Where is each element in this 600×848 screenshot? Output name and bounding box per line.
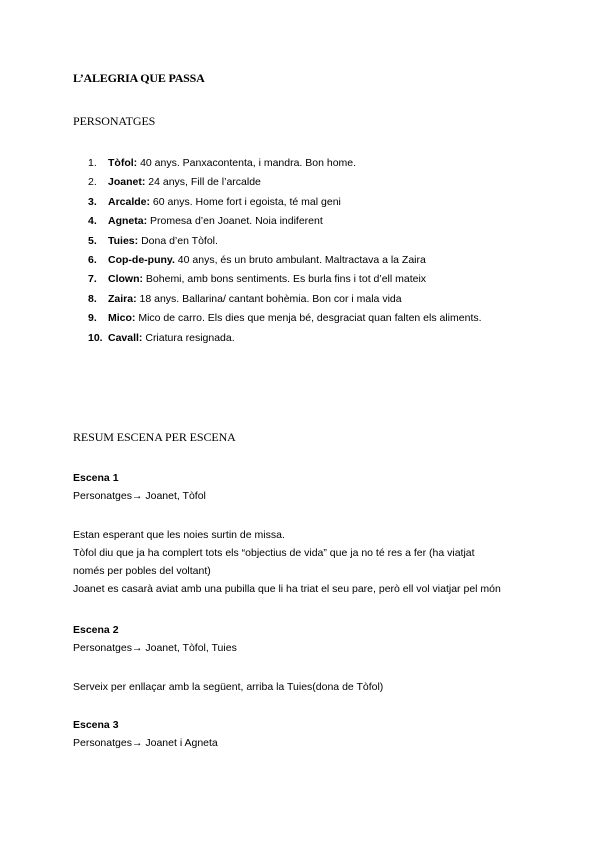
character-name: Agneta: [108,215,148,228]
list-item [88,154,482,173]
character-description: Mico de carro. Els dies que menja bé, desgraciat quan falten els aliments. [135,312,482,325]
list-number: 7. [88,273,97,286]
character-name: Cavall: [108,331,143,344]
document-title: L’ALEGRIA QUE PASSA [73,71,205,85]
list-item [88,193,482,212]
character-name: Mico: [108,312,136,325]
scene-2-body [73,678,543,696]
list-number: 1. [88,157,97,169]
list-number: 5. [88,234,97,247]
character-description: 60 anys. Home fort i egoista, té mal geni [150,195,341,208]
list-number: 3. [88,195,97,208]
list-item [88,232,482,251]
character-description: Criatura resignada. [142,331,235,344]
paragraph-line: Estan esperant que les noies surtin de missa. [73,529,285,541]
scene-2 [73,621,237,657]
character-description: Bohemi, amb bons sentiments. Es burla fins i tot d’ell mateix [143,273,427,286]
character-description: 40 anys. Panxacontenta, i mandra. Bon home. [137,157,357,169]
character-name: Cop-de-puny. [108,254,175,267]
character-name: Arcalde: [108,195,151,208]
list-number: 9. [88,312,97,325]
list-item [88,173,482,192]
paragraph-line: només per pobles del voltant) [73,565,211,577]
list-number: 4. [88,215,97,228]
scene-characters: Personatges→ Joanet, Tòfol, Tuies [73,642,237,654]
character-name: Tuies: [108,234,139,247]
list-item [88,290,482,309]
list-item [88,309,482,328]
list-number: 6. [88,254,97,267]
scene-1-body [73,526,543,598]
paragraph-line: Tòfol diu que ja ha complert tots els “objectius de vida” que ja no té res a fer (ha viatjat [73,547,475,559]
character-name: Joanet: [108,176,146,189]
character-name: Zaira: [108,292,137,305]
list-number: 2. [88,176,97,189]
character-description: Promesa d’en Joanet. Noia indiferent [147,215,323,228]
character-description: 24 anys, Fill de l’arcalde [145,176,261,189]
character-description: 40 anys, és un bruto ambulant. Maltractava a la Zaira [174,254,426,267]
paragraph-line: Joanet es casarà aviat amb una pubilla que li ha triat el seu pare, però ell vol viatjar pel món [73,583,501,595]
list-item [88,270,482,289]
scene-1 [73,469,206,505]
scene-title: Escena 2 [73,624,119,636]
scene-characters: Personatges→ Joanet, Tòfol [73,490,206,502]
character-description: Dona d’en Tòfol. [138,234,218,247]
list-item [88,329,482,348]
character-name: Tòfol: [108,157,138,169]
list-number: 10. [88,331,103,344]
paragraph-line: Serveix per enllaçar amb la següent, arriba la Tuies(dona de Tòfol) [73,681,384,693]
scene-title: Escena 1 [73,472,119,484]
scene-title: Escena 3 [73,719,119,731]
characters-list [88,154,482,348]
list-item [88,212,482,231]
scene-characters: Personatges→ Joanet i Agneta [73,737,218,749]
character-description: 18 anys. Ballarina/ cantant bohèmia. Bon cor i mala vida [136,292,402,305]
list-number: 8. [88,292,97,305]
summary-heading: RESUM ESCENA PER ESCENA [73,430,236,444]
characters-heading: PERSONATGES [73,114,156,128]
list-item [88,251,482,270]
scene-3 [73,716,218,752]
character-name: Clown: [108,273,143,286]
